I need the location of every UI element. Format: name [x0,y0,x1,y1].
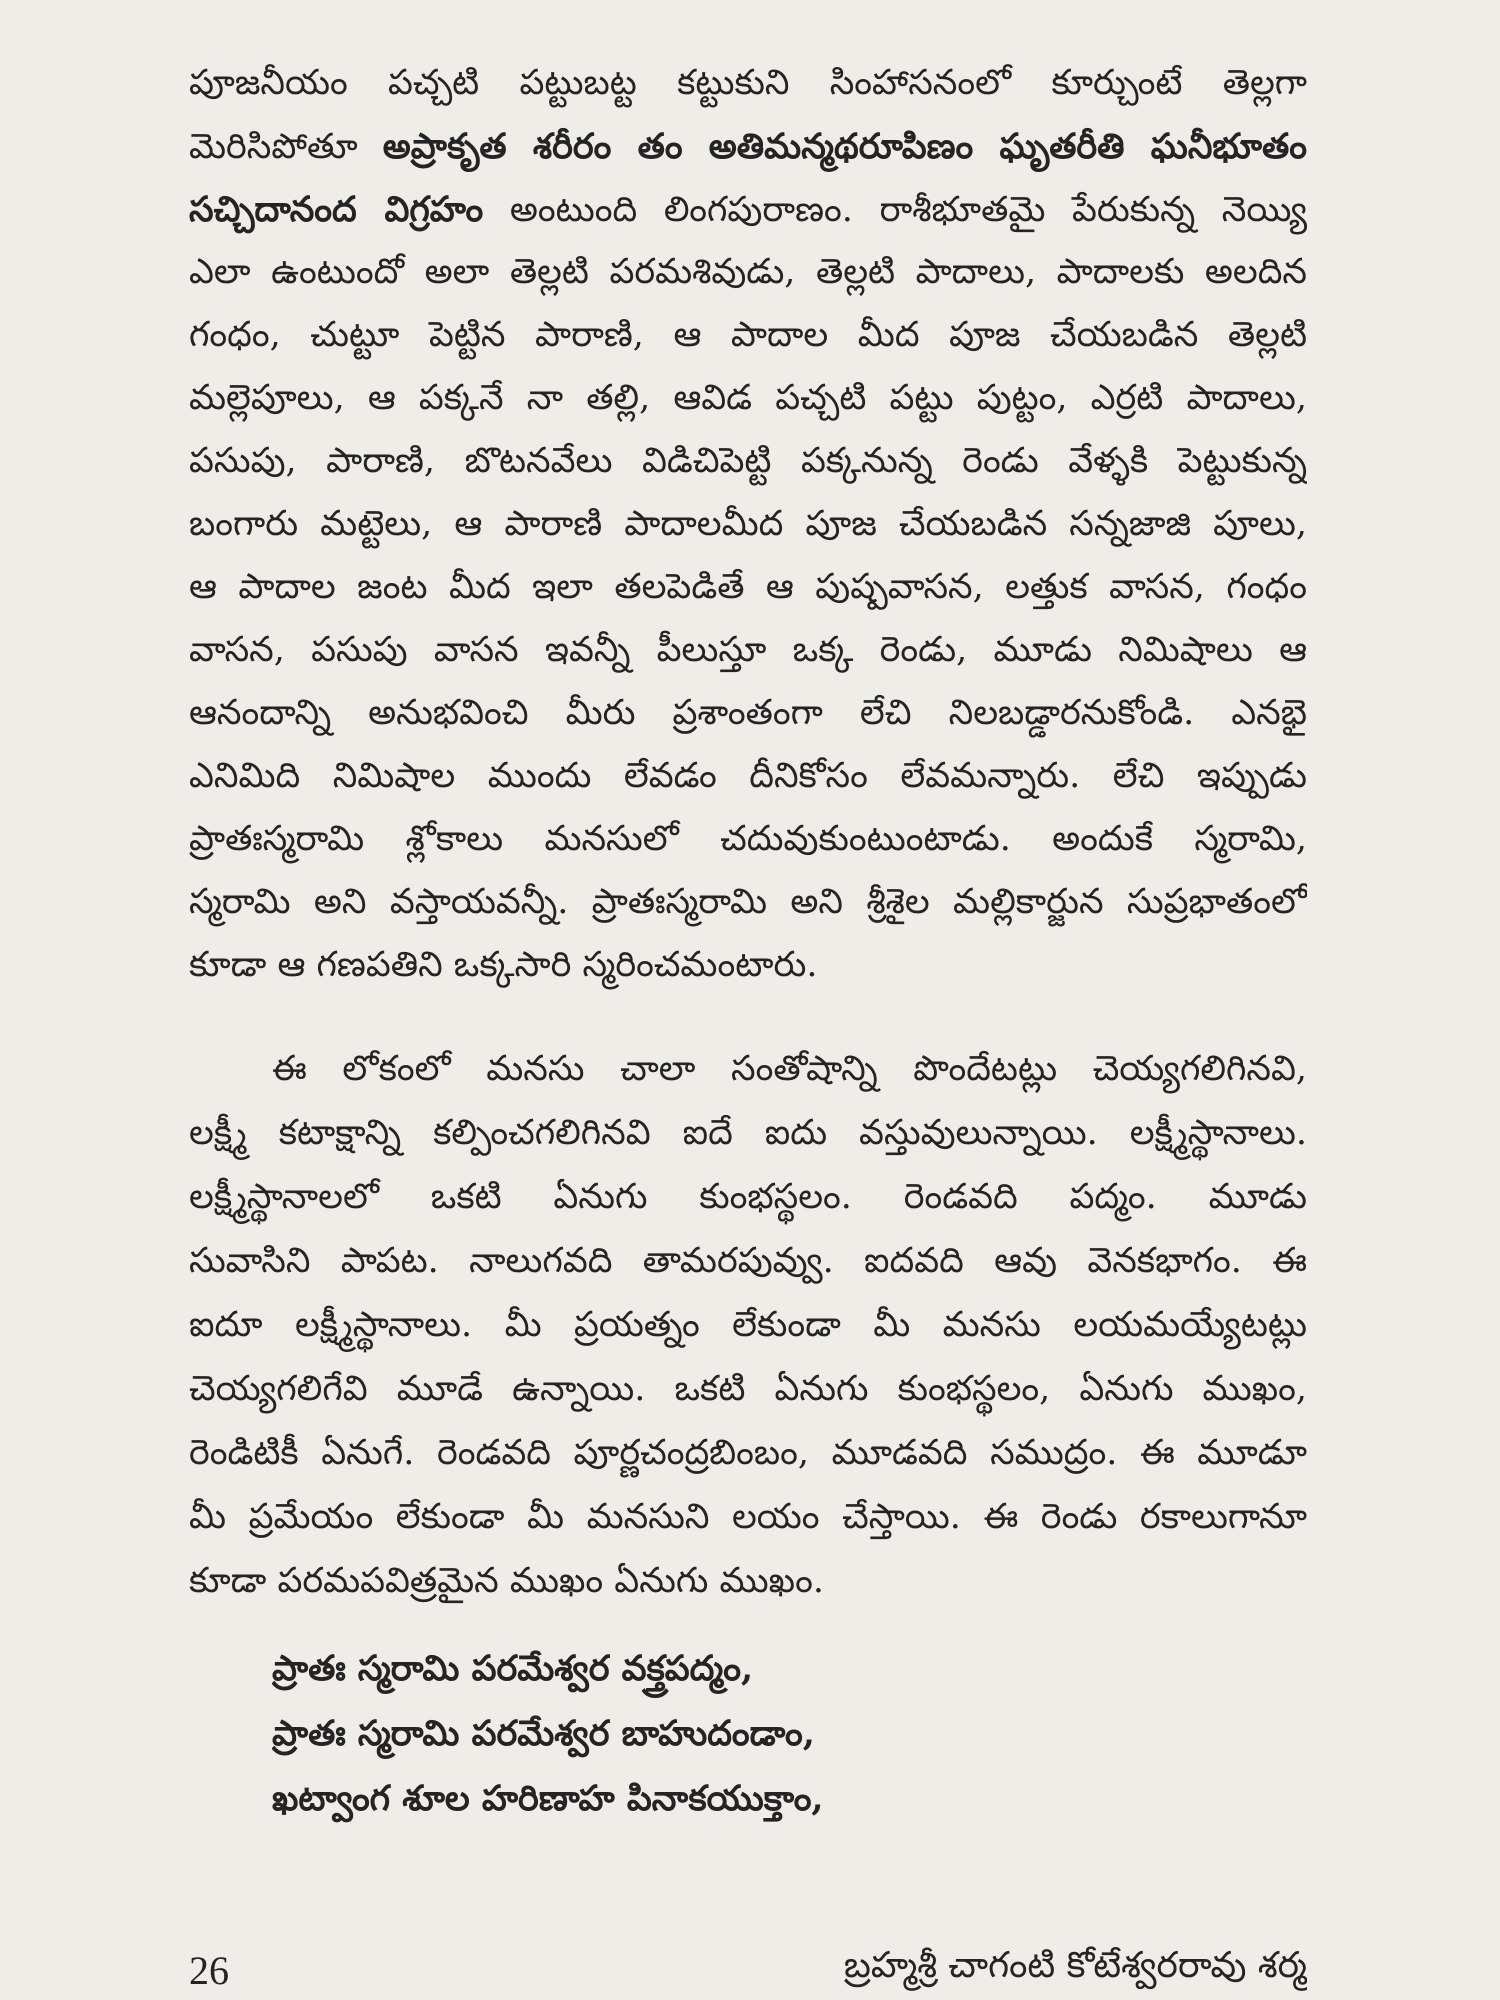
paragraph-1-line-5: గంధం, చుట్టూ పెట్టిన పారాణి, ఆ పాదాల మీద పూజ చేయబడిన తెల్లటి [189,315,1307,355]
paragraph-1-line-1: పూజనీయం పచ్చటి పట్టుబట్ట కట్టుకుని సింహాసనంలో కూర్చుంటే తెల్లగా [189,63,1307,103]
page-footer [189,1945,1307,1995]
paragraph-1-line-7: పసుపు, పారాణి, బొటనవేలు విడిచిపెట్టి పక్కనున్న రెండు వేళ్ళకి పెట్టుకున్న [189,441,1307,481]
paragraph-1-line-12: ఎనిమిది నిమిషాల ముందు లేవడం దీనికోసం లేవమన్నారు. లేచి ఇప్పుడు [189,756,1307,796]
verse-line-3: ఖట్వాంగ శూల హరిణాహ పినాకయుక్తాం, [272,1778,824,1819]
author-name: బ్రహ్మశ్రీ చాగంటి కోటేశ్వరరావు శర్మ [843,1945,1307,1986]
paragraph-2-line-6: చెయ్యగలిగేవి మూడే ఉన్నాయి. ఒకటి ఏనుగు కుంభస్థలం, ఏనుగు ముఖం, [189,1369,1307,1409]
paragraph-2-line-4: సువాసిని పాపట. నాలుగవది తామరపువ్వు. ఐదవది ఆవు వెనకభాగం. ఈ [189,1241,1307,1281]
paragraph-2-line-2: లక్ష్మీ కటాక్షాన్ని కల్పించగలిగినవి ఐదే ఐదు వస్తువులున్నాయి. లక్ష్మీస్థానాలు. [189,1113,1307,1153]
paragraph-1-line-10: వాసన, పసుపు వాసన ఇవన్నీ పీలుస్తూ ఒక్క రెండు, మూడు నిమిషాలు ఆ [189,630,1307,670]
line-plain-text: అంటుంది లింగపురాణం. రాశీభూతమై పేరుకున్న నెయ్యి [509,190,1307,230]
paragraph-2 [189,1037,1307,1613]
paragraph-1-line-8: బంగారు మట్టెలు, ఆ పారాణి పాదాలమీద పూజ చేయబడిన సన్నజాజి పూలు, [189,504,1307,544]
paragraph-1-line-2 [189,115,1307,178]
paragraph-1-line-11: ఆనందాన్ని అనుభవించి మీరు ప్రశాంతంగా లేచి నిలబడ్డారనుకోండి. ఎనభై [189,693,1307,733]
sanskrit-verse [272,1636,1307,1831]
paragraph-2-line-3: లక్ష్మీస్థానాలలో ఒకటి ఏనుగు కుంభస్థలం. రెండవది పద్మం. మూడు [189,1177,1307,1217]
paragraph-1-line-4: ఎలా ఉంటుందో అలా తెల్లటి పరమశివుడు, తెల్లటి పాదాలు, పాదాలకు అలదిన [189,252,1307,292]
paragraph-2-line-5: ఐదూ లక్ష్మీస్థానాలు. మీ ప్రయత్నం లేకుండా మీ మనసు లయమయ్యేటట్లు [189,1305,1307,1345]
paragraph-1-line-9: ఆ పాదాల జంట మీద ఇలా తలపెడితే ఆ పుష్పవాసన, లత్తుక వాసన, గంధం [189,567,1307,607]
paragraph-1-line-14: స్మరామి అని వస్తాయవన్నీ. ప్రాతఃస్మరామి అని శ్రీశైల మల్లికార్జున సుప్రభాతంలో [189,882,1307,922]
paragraph-1-line-15: కూడా ఆ గణపతిని ఒక్కసారి స్మరించమంటారు. [189,945,818,985]
paragraph-2-line-7: రెండిటికీ ఏనుగే. రెండవది పూర్ణచంద్రబింబం, మూడవది సముద్రం. ఈ మూడూ [189,1433,1307,1473]
paragraph-2-line-8: మీ ప్రమేయం లేకుండా మీ మనసుని లయం చేస్తాయి. ఈ రెండు రకాలుగానూ [189,1497,1307,1537]
paragraph-1-line-13: ప్రాతఃస్మరామి శ్లోకాలు మనసులో చదువుకుంటుంటాడు. అందుకే స్మరామి, [189,819,1307,859]
paragraph-1 [189,52,1307,997]
paragraph-2-line-9: కూడా పరమపవిత్రమైన ముఖం ఏనుగు ముఖం. [189,1561,824,1601]
verse-line-2: ప్రాతః స్మరామి పరమేశ్వర బాహుదండాం, [272,1713,815,1754]
page-number: 26 [189,1947,229,1993]
line-plain-text: మెరిసిపోతూ [189,127,358,167]
paragraph-1-line-6: మల్లెపూలు, ఆ పక్కనే నా తల్లి, ఆవిడ పచ్చటి పట్టు పుట్టం, ఎర్రటి పాదాలు, [189,378,1307,418]
paragraph-2-line-1: ఈ లోకంలో మనసు చాలా సంతోషాన్ని పొందేటట్లు చెయ్యగలిగినవి, [272,1049,1307,1089]
verse-line-1: ప్రాతః స్మరామి పరమేశ్వర వక్త్రపద్మం, [272,1648,754,1689]
paragraph-1-line-3 [189,178,1307,241]
bold-sanskrit-quote: సచ్చిదానంద విగ్రహం [189,189,484,230]
bold-sanskrit-quote: అప్రాకృత శరీరం తం అతిమన్మథరూపిణం ఘృతరీతి ఘనీభూతం [382,126,1307,167]
